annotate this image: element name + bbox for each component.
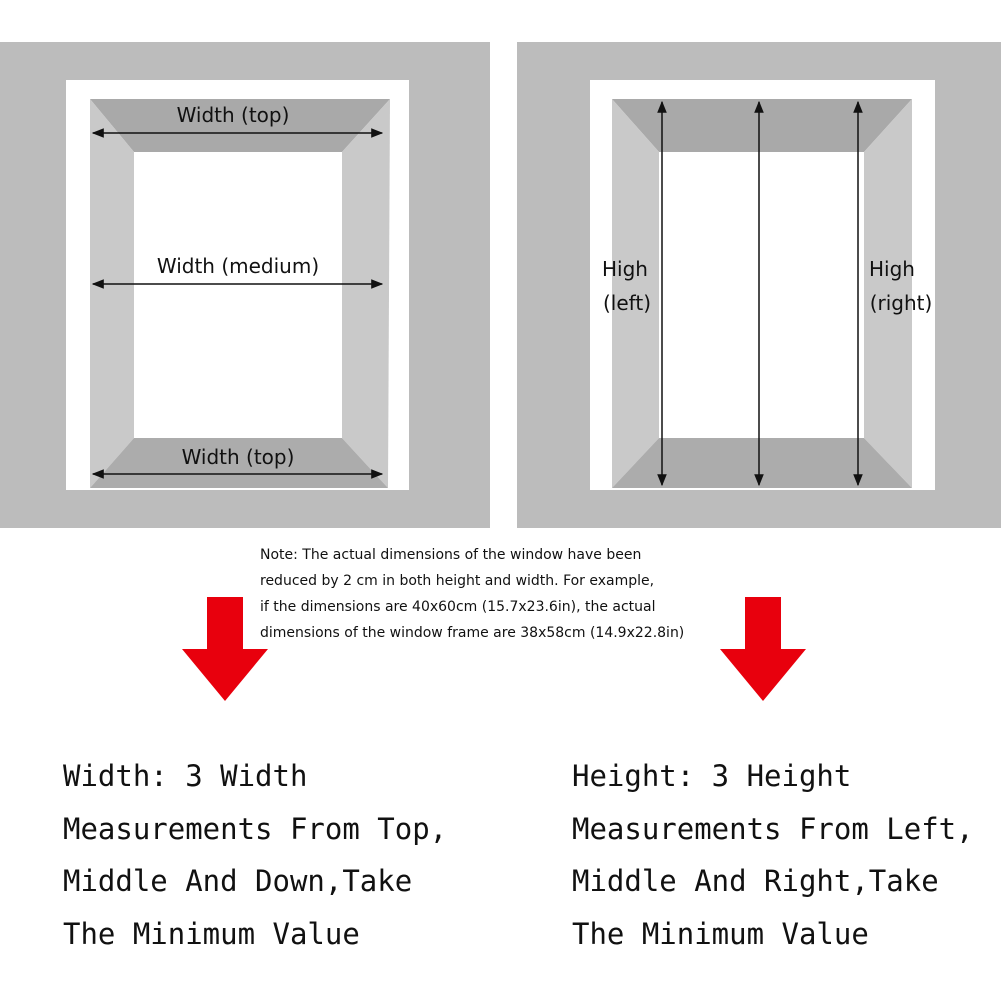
width-bottom-label: Width (top) (181, 445, 295, 469)
width-caption (63, 750, 503, 960)
high-right-label-line1: High (869, 257, 915, 281)
height-caption (572, 750, 1001, 960)
window-recess (612, 99, 912, 488)
high-left-label-line2: (left) (603, 291, 651, 315)
width-caption-line: Middle And Down,Take (63, 864, 413, 898)
width-medium-label: Width (medium) (156, 254, 320, 278)
note-line: if the dimensions are 40x60cm (15.7x23.6in), the actual (260, 599, 656, 615)
width-top-label: Width (top) (176, 103, 290, 127)
high-right-label-line2: (right) (869, 291, 933, 315)
width-diagram (0, 42, 490, 528)
dimension-note (260, 542, 740, 646)
down-arrow-icon (180, 597, 270, 701)
down-arrow-icon (718, 597, 808, 701)
height-caption-line: Middle And Right,Take (572, 864, 939, 898)
height-caption-line: Measurements From Left, (572, 811, 974, 846)
width-caption-line: Width: 3 Width (63, 759, 308, 793)
width-caption-line: Measurements From Top, (63, 811, 448, 846)
height-caption-line: The Minimum Value (572, 916, 869, 951)
note-line: Note: The actual dimensions of the window have been (260, 547, 642, 563)
window-recess (90, 99, 390, 488)
width-caption-line: The Minimum Value (63, 916, 360, 951)
high-left-label-line1: High (602, 257, 648, 281)
note-line: dimensions of the window frame are 38x58cm (14.9x22.8in) (260, 625, 685, 641)
note-line: reduced by 2 cm in both height and width. For example, (260, 573, 655, 589)
height-caption-line: Height: 3 Height (572, 759, 852, 793)
height-diagram (517, 42, 1001, 528)
